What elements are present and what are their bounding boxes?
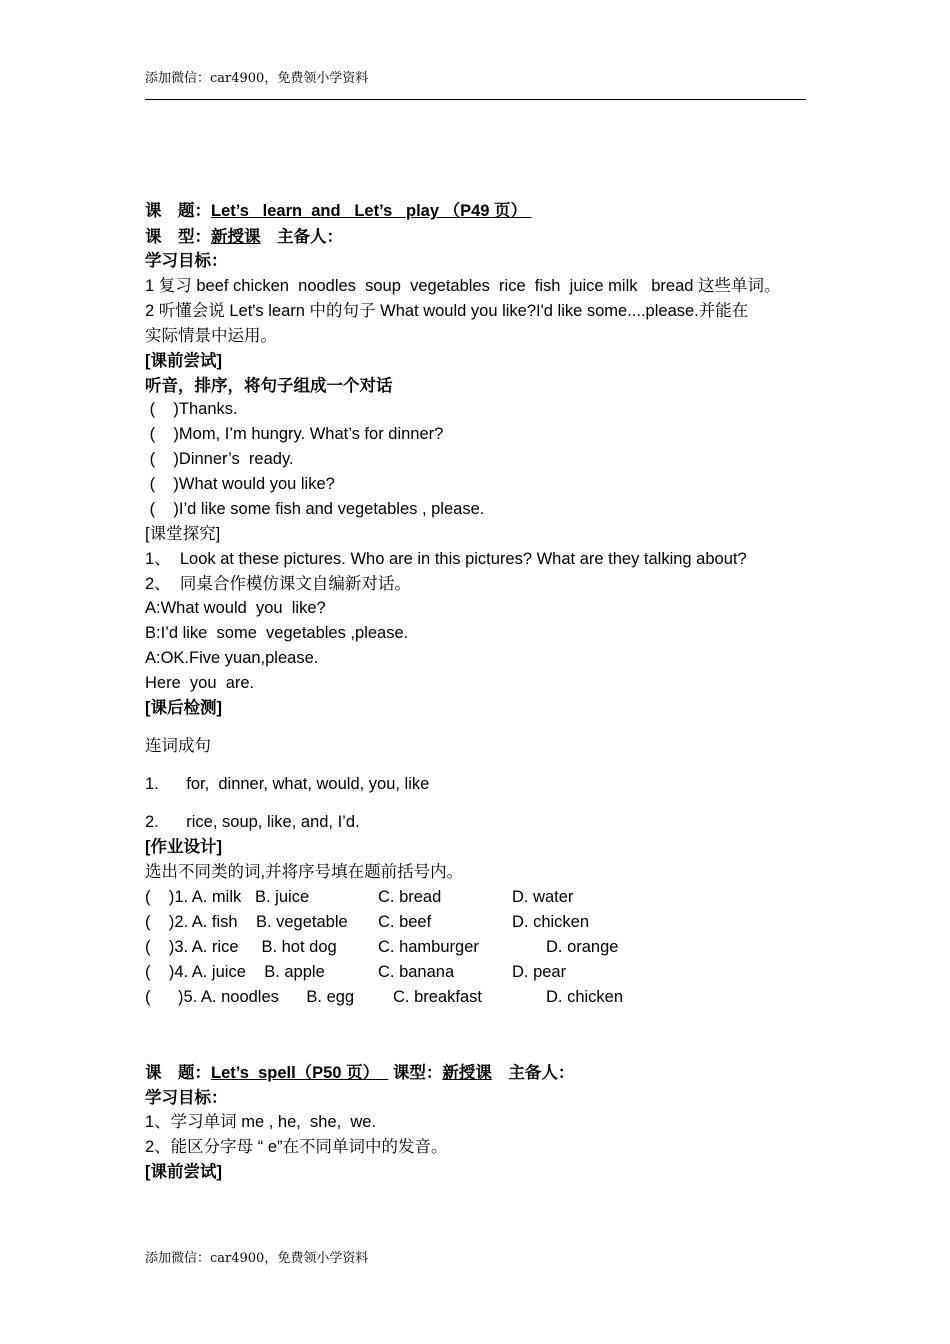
homework-row-3-question: ( )3. A. rice B. hot dog bbox=[145, 938, 337, 956]
lesson1-post-item-2: 2. rice, soup, like, and, I’d. bbox=[145, 813, 360, 831]
lesson1-explore-item-2: 2、 同桌合作模仿课文自编新对话。 bbox=[145, 575, 411, 593]
lesson1-pre-item-4: ( )What would you like? bbox=[145, 475, 335, 493]
homework-row-3-option-d: D. orange bbox=[546, 938, 619, 956]
lesson2-title-label: 课 题： bbox=[145, 1064, 211, 1082]
lesson1-post-instruction: 连词成句 bbox=[145, 737, 211, 755]
lesson1-goal-2: 2 听懂会说 Let's learn 中的句子 What would you like?I'd like some....please.并能在 bbox=[145, 302, 749, 320]
lesson1-pre-heading: [课前尝试] bbox=[145, 352, 222, 370]
homework-row-3-option-c: C. hamburger bbox=[378, 938, 479, 956]
lesson1-pre-item-5: ( )I’d like some fish and vegetables , please. bbox=[145, 500, 485, 518]
homework-row-5-option-d: D. chicken bbox=[546, 988, 624, 1006]
homework-row-1-option-c: C. bread bbox=[378, 888, 442, 906]
homework-row-5-option-c: C. breakfast bbox=[393, 988, 482, 1006]
lesson1-title-label: 课 题： bbox=[145, 202, 211, 220]
lesson2-goal-1: 1、学习单词 me , he, she, we. bbox=[145, 1113, 377, 1131]
lesson2-pre-heading: [课前尝试] bbox=[145, 1163, 222, 1181]
lesson2-title-line bbox=[145, 1062, 574, 1084]
lesson1-pre-instruction: 听音，排序，将句子组成一个对话 bbox=[145, 377, 393, 395]
lesson1-pre-item-3: ( )Dinner’s ready. bbox=[145, 450, 294, 468]
lesson1-dialogue-line-3: A:OK.Five yuan,please. bbox=[145, 649, 319, 667]
homework-row-5 bbox=[145, 986, 806, 1008]
lesson2-preparer-label: 主备人： bbox=[491, 1064, 575, 1082]
lesson1-preparer-label: 主备人： bbox=[260, 228, 343, 246]
homework-row-1 bbox=[145, 886, 806, 908]
lesson1-dialogue-line-1: A:What would you like? bbox=[145, 599, 326, 617]
lesson1-title-value: Let’s learn and Let’s play （P49 页） bbox=[211, 202, 532, 220]
lesson1-homework-heading: [作业设计] bbox=[145, 838, 222, 856]
lesson1-type-line bbox=[145, 226, 343, 248]
lesson1-title-line bbox=[145, 200, 532, 222]
homework-row-4-option-d: D. pear bbox=[512, 963, 567, 981]
lesson1-type-label: 课 型： bbox=[145, 228, 211, 246]
lesson1-pre-item-2: ( )Mom, I’m hungry. What’s for dinner? bbox=[145, 425, 444, 443]
lesson1-goals-heading: 学习目标： bbox=[145, 252, 228, 270]
homework-row-3 bbox=[145, 936, 806, 958]
homework-row-4-option-c: C. banana bbox=[378, 963, 455, 981]
homework-row-5-question: ( )5. A. noodles B. egg bbox=[145, 988, 355, 1006]
page-header: 添加微信：car4900，免费领小学资料 bbox=[145, 71, 369, 86]
homework-row-2-question: ( )2. A. fish B. vegetable bbox=[145, 913, 348, 931]
homework-row-4 bbox=[145, 961, 806, 983]
lesson1-goal-1: 1 复习 beef chicken noodles soup vegetables rice fish juice milk bread 这些单词。 bbox=[145, 277, 781, 295]
lesson1-dialogue-line-2: B:I’d like some vegetables ,please. bbox=[145, 624, 409, 642]
lesson2-title-value: Let’s spell（P50 页） bbox=[211, 1064, 389, 1082]
homework-row-2 bbox=[145, 911, 806, 933]
page-footer: 添加微信：car4900，免费领小学资料 bbox=[145, 1251, 369, 1266]
homework-row-1-option-d: D. water bbox=[512, 888, 574, 906]
lesson2-goals-heading: 学习目标： bbox=[145, 1089, 228, 1107]
homework-row-4-question: ( )4. A. juice B. apple bbox=[145, 963, 325, 981]
lesson1-type-value: 新授课 bbox=[211, 228, 261, 246]
lesson1-post-heading: [课后检测] bbox=[145, 699, 222, 717]
lesson1-pre-item-1: ( )Thanks. bbox=[145, 400, 238, 418]
lesson1-dialogue-line-4: Here you are. bbox=[145, 674, 255, 692]
lesson1-goal-3: 实际情景中运用。 bbox=[145, 327, 277, 345]
lesson2-goal-2: 2、能区分字母 “ e”在不同单词中的发音。 bbox=[145, 1138, 448, 1156]
homework-row-2-option-c: C. beef bbox=[378, 913, 432, 931]
homework-row-2-option-d: D. chicken bbox=[512, 913, 590, 931]
header-rule bbox=[145, 99, 806, 100]
lesson1-explore-heading: [课堂探究] bbox=[145, 525, 221, 543]
lesson1-homework-instruction: 选出不同类的词,并将序号填在题前括号内。 bbox=[145, 863, 464, 881]
homework-row-1-question: ( )1. A. milk B. juice bbox=[145, 888, 310, 906]
lesson2-type-label: 课型： bbox=[388, 1064, 443, 1082]
lesson1-post-item-1: 1. for, dinner, what, would, you, like bbox=[145, 775, 430, 793]
lesson1-explore-item-1: 1、 Look at these pictures. Who are in this pictures? What are they talking about? bbox=[145, 550, 747, 568]
lesson2-type-value: 新授课 bbox=[442, 1064, 492, 1082]
